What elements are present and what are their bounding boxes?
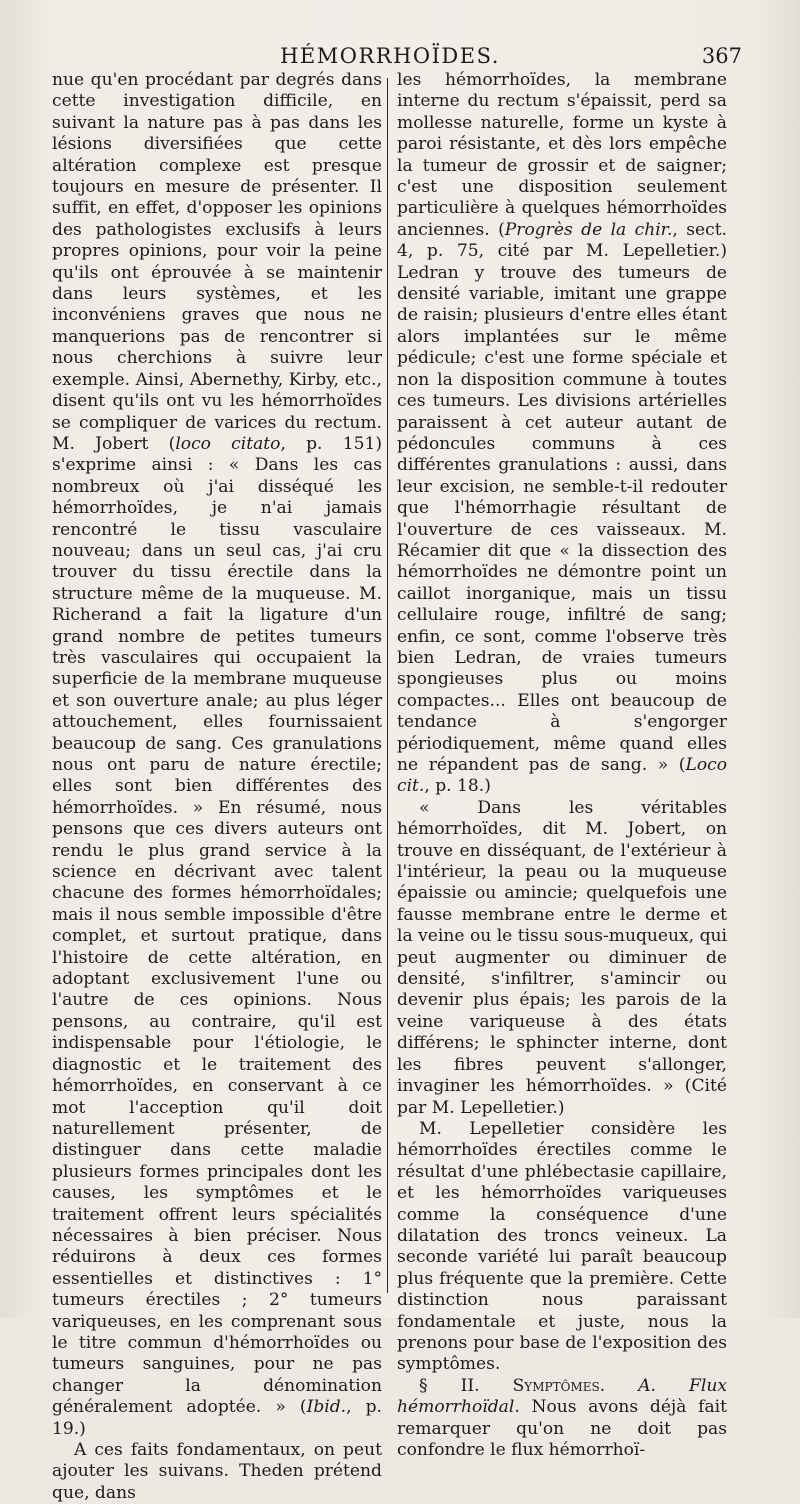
left-column: [52, 70, 382, 1504]
text-run: , sect. 4, p. 75, cité par M. Lepelletier.) Ledran y trouve des tumeurs de densité variable, imitant une grappe de raisin; plusieurs d'entre elles étant alors implantées sur le même pédicule; c'est une forme spéciale et non la disposition commune à toutes ces tumeurs. Les divisions artérielles paraissent à cet auteur autant de pédoncules communs à ces différentes granulations : aussi, dans leur excision, ne semble-t-il redouter que l'hémorrhagie résultant de l'ouverture de ces vaisseaux. M. Récamier dit que « la dissection des hémorrhoïdes ne démontre point un caillot inorganique, mais un tissu cellulaire rouge, infiltré de sang; enfin, ce sont, comme l'observe très bien Ledran, de vraies tumeurs spongieuses plus ou moins compactes... Elles ont beaucoup de tendance à s'engorger périodiquement, même quand elles ne répandent pas de sang. » (: [397, 219, 727, 775]
left-paragraph-1: [52, 70, 382, 1440]
text-run: nue qu'en procédant par degrés dans cette investigation difficile, en suivant la nature pas à pas dans les lésions diversifiées que cette altération complexe est presque toujours en mesure de présenter. Il suffit, en effet, d'opposer les opinions des pathologistes exclusifs à leurs propres opinions, pour voir la peine qu'ils ont éprouvée à se maintenir dans leurs systèmes, et les inconvéniens graves que nous ne manquerions pas de rencontrer si nous cherchions à suivre leur exemple. Ainsi, Abernethy, Kirby, etc., disent qu'ils ont vu les hémorrhoïdes se compliquer de varices du rectum. M. Jobert (: [52, 70, 382, 454]
italic-citation: loco citato: [175, 433, 281, 454]
running-title: HÉMORRHOÏDES.: [280, 44, 500, 68]
column-divider: [387, 78, 388, 1293]
left-paragraph-2: A ces faits fondamentaux, on peut ajouter les suivans. Theden prétend que, dans: [52, 1440, 382, 1503]
right-paragraph-2: « Dans les véritables hémorrhoïdes, dit M. Jobert, on trouve en disséquant, de l'extérieur à l'intérieur, la peau ou la muqueuse épaissie ou amincie; quelquefois une fausse membrane entre le derme et la veine ou le tissu sous-muqueux, qui peut augmenter ou diminuer de densité, s'infiltrer, s'amincir ou devenir plus épais; les parois de la veine variqueuse à des états différens; le sphincter interne, dont les fibres peuvent s'allonger, invaginer les hémorrhoïdes. » (Cité par M. Lepelletier.): [397, 797, 727, 1118]
section-heading: Symptômes.: [512, 1375, 606, 1396]
italic-citation: Loco cit.: [397, 755, 727, 797]
right-paragraph-1: [397, 70, 727, 798]
text-run: Nous avons déjà fait remarquer qu'on ne doit pas confondre le flux hémorrhoï-: [397, 1397, 727, 1460]
right-paragraph-3: M. Lepelletier considère les hémorrhoïdes érectiles comme le résultat d'une phlébectasie capillaire, et les hémorrhoïdes variqueuses comme la conséquence d'une dilatation des troncs veineux. La seconde variété lui paraît beaucoup plus fréquente que la première. Cette distinction nous paraissant fondamentale et juste, nous la prenons pour base de l'exposition des symptômes.: [397, 1118, 727, 1375]
text-run: , p. 19.): [52, 1397, 382, 1439]
text-run: , p. 18.): [424, 776, 491, 797]
text-run: les hémorrhoïdes, la membrane interne du rectum s'épaissit, perd sa mollesse naturelle, forme un kyste à paroi résistante, et dès lors empêche la tumeur de grossir et de saigner; c'est une disposition seulement particulière à quelques hémorrhoïdes anciennes. (: [397, 70, 727, 240]
subsection-heading: A. Flux hémorrhoïdal.: [397, 1375, 727, 1418]
text-run: , p. 151) s'exprime ainsi : « Dans les cas nombreux où j'ai disséqué les hémorrhoïdes, je n'ai jamais rencontré le tissu vasculaire nouveau; dans un seul cas, j'ai cru trouver du tissu érectile dans la structure même de la muqueuse. M. Richerand a fait la ligature d'un grand nombre de petites tumeurs très vasculaires qui occupaient la superficie de la membrane muqueuse et son ouverture anale; au plus léger attouchement, elles fournissaient beaucoup de sang. Ces granulations nous ont paru de nature érectile; elles sont bien différentes des hémorrhoïdes. » En résumé, nous pensons que ces divers auteurs ont rendu le plus grand service à la science en décrivant avec talent chacune des formes hémorrhoïdales; mais il nous semble impossible d'être complet, et surtout pratique, dans l'histoire de cette altération, en adoptant exclusivement l'une ou l'autre de ces opinions. Nous pensons, au contraire, qu'il est indispensable pour l'étiologie, le diagnostic et le traitement des hémorrhoïdes, en conservant à ce mot l'acception qu'il doit naturellement présenter, de distinguer dans cette maladie plusieurs formes principales dont les causes, les symptômes et le traitement offrent leurs spécialités nécessaires à bien préciser. Nous réduirons à deux ces formes essentielles et distinctives : 1° tumeurs érectiles ; 2° tumeurs variqueuses, en les comprenant sous le titre commun d'hémorrhoïdes ou tumeurs sanguines, pour ne pas changer la dénomination généralement adoptée. » (: [52, 433, 382, 1418]
italic-citation: Ibid.: [306, 1397, 347, 1418]
right-column: [397, 70, 727, 1461]
running-head: [52, 44, 742, 72]
section-number: § II.: [419, 1375, 513, 1396]
page-number: 367: [701, 44, 742, 68]
section-symptomes: [397, 1376, 727, 1462]
italic-citation: Progrès de la chir.: [504, 219, 673, 240]
